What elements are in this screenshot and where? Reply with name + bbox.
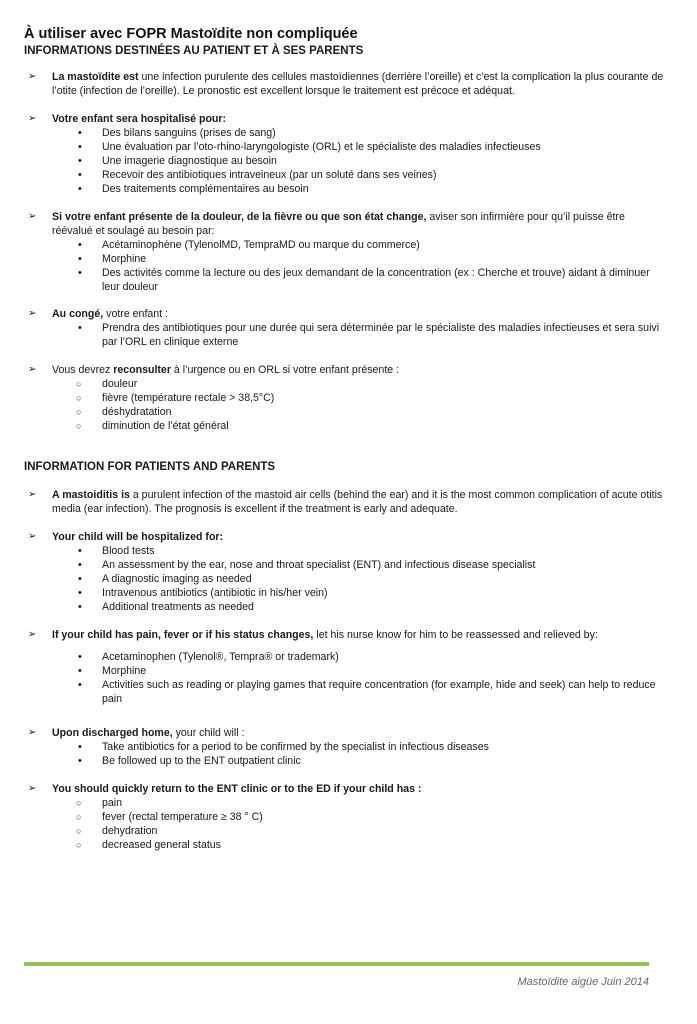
list-item: • Morphine	[28, 252, 668, 266]
arrow-bullet: ➢	[28, 629, 37, 640]
list-item: • An assessment by the ear, nose and throat specialist (ENT) and infectious disease specialist	[28, 558, 668, 572]
en-s3-bold: If your child has pain, fever or if his status changes,	[52, 629, 314, 641]
en-s1-bold: A mastoiditis is	[52, 489, 130, 501]
list-item: • Morphine	[28, 664, 668, 678]
list-item: • Blood tests	[28, 544, 668, 558]
document-title: À utiliser avec FOPR Mastoïdite non compliquée	[24, 26, 358, 42]
fr-s1-text: une infection purulente des cellules mastoïdiennes (derrière l’oreille) et c’est la complication la plus courante de l’otite (infection de l’oreille). Le pronostic est excellent lorsque le traitement est précoce et adéquat.	[52, 71, 664, 97]
en-s1-text: a purulent infection of the mastoid air cells (behind the ear) and it is the most common complication of acute otitis media (ear infection). The prognosis is excellent if the treatment is early and adequate.	[52, 489, 663, 515]
en-s3-list	[28, 650, 668, 706]
list-item: ○ decreased general status	[28, 838, 668, 852]
footer-label: Mastoïdite aigüe Juin 2014	[517, 976, 649, 988]
fr-s5-bold: reconsulter	[113, 364, 171, 376]
fr-s5-pre: Vous devrez	[52, 364, 114, 376]
arrow-bullet: ➢	[28, 364, 37, 375]
fr-s4-text: votre enfant :	[103, 308, 168, 320]
list-item: • Acetaminophen (Tylenol®, Tempra® or trademark)	[28, 650, 668, 664]
en-section-pain	[28, 628, 668, 706]
list-item: • Take antibiotics for a period to be confirmed by the specialist in infectious diseases	[28, 740, 668, 754]
list-item: ○ douleur	[28, 377, 668, 391]
list-item: • Be followed up to the ENT outpatient clinic	[28, 754, 668, 768]
fr-s3-bold: Si votre enfant présente de la douleur, de la fièvre ou que son état change,	[52, 211, 427, 223]
fr-s3-text: aviser son infirmière pour qu’il puisse être réévalué et soulagé au besoin par:	[52, 211, 625, 237]
en-section-return	[28, 782, 668, 852]
footer-divider	[24, 962, 649, 966]
en-s4-bold: Upon discharged home,	[52, 727, 173, 739]
list-item: • Recevoir des antibiotiques intraveineux (par un soluté dans ses veines)	[28, 168, 668, 182]
list-item: • Des activités comme la lecture ou des jeux demandant de la concentration (ex : Cherche et trouve) aidant à diminuer leur douleur	[28, 266, 668, 294]
en-s3-text: let his nurse know for him to be reassessed and relieved by:	[313, 629, 598, 641]
fr-section-hospitalization	[28, 112, 668, 196]
en-section-discharge	[28, 726, 668, 768]
list-item: • Activities such as reading or playing games that require concentration (for example, hide and seek) can help to reduce pain	[28, 678, 668, 706]
arrow-bullet: ➢	[28, 308, 37, 319]
list-item: • Une évaluation par l’oto-rhino-laryngologiste (ORL) et le spécialiste des maladies infectieuses	[28, 140, 668, 154]
list-item: • Acétaminophène (TylenolMD, TempraMD ou marque du commerce)	[28, 238, 668, 252]
en-s2-list	[28, 544, 668, 614]
arrow-bullet: ➢	[28, 783, 37, 794]
fr-s1-bold: La mastoïdite est	[52, 71, 139, 83]
en-heading: INFORMATION FOR PATIENTS AND PARENTS	[24, 461, 276, 473]
list-item: • Des bilans sanguins (prises de sang)	[28, 126, 668, 140]
fr-heading: INFORMATIONS DESTINÉES AU PATIENT ET À SES PARENTS	[24, 45, 364, 57]
list-item: ○ dehydration	[28, 824, 668, 838]
fr-s3-list	[28, 238, 668, 294]
en-s4-list	[28, 740, 668, 768]
fr-s4-list	[28, 321, 668, 349]
list-item: ○ pain	[28, 796, 668, 810]
list-item: • Intravenous antibiotics (antibiotic in his/her vein)	[28, 586, 668, 600]
en-s5-bold: You should quickly return to the ENT clinic or to the ED if your child has :	[52, 783, 422, 795]
arrow-bullet: ➢	[28, 113, 37, 124]
arrow-bullet: ➢	[28, 71, 37, 82]
en-s4-text: your child will :	[172, 727, 245, 739]
en-s2-bold: Your child will be hospitalized for:	[52, 531, 224, 543]
list-item: ○ déshydratation	[28, 405, 668, 419]
arrow-bullet: ➢	[28, 211, 37, 222]
list-item: • Additional treatments as needed	[28, 600, 668, 614]
list-item: ○ diminution de l’état général	[28, 419, 668, 433]
list-item: • Des traitements complémentaires au besoin	[28, 182, 668, 196]
en-section-definition	[28, 488, 668, 516]
fr-s2-bold: Votre enfant sera hospitalisé pour:	[52, 113, 227, 125]
fr-section-definition	[28, 70, 668, 98]
list-item: • A diagnostic imaging as needed	[28, 572, 668, 586]
fr-s2-list	[28, 126, 668, 196]
list-item: • Prendra des antibiotiques pour une durée qui sera déterminée par le spécialiste des maladies infectieuses et sera suivi par l’ORL en clinique externe	[28, 321, 668, 349]
fr-s4-bold: Au congé,	[52, 308, 104, 320]
fr-section-reconsult	[28, 363, 668, 433]
arrow-bullet: ➢	[28, 727, 37, 738]
arrow-bullet: ➢	[28, 531, 37, 542]
fr-s5-list	[28, 377, 668, 433]
fr-s5-text: à l’urgence ou en ORL si votre enfant présente :	[170, 364, 400, 376]
fr-section-pain	[28, 210, 668, 294]
list-item: • Une imagerie diagnostique au besoin	[28, 154, 668, 168]
arrow-bullet: ➢	[28, 489, 37, 500]
en-s5-list	[28, 796, 668, 852]
en-section-hospitalization	[28, 530, 668, 614]
fr-section-discharge	[28, 307, 668, 349]
list-item: ○ fever (rectal temperature ≥ 38 ° C)	[28, 810, 668, 824]
list-item: ○ fièvre (température rectale > 38,5°C)	[28, 391, 668, 405]
